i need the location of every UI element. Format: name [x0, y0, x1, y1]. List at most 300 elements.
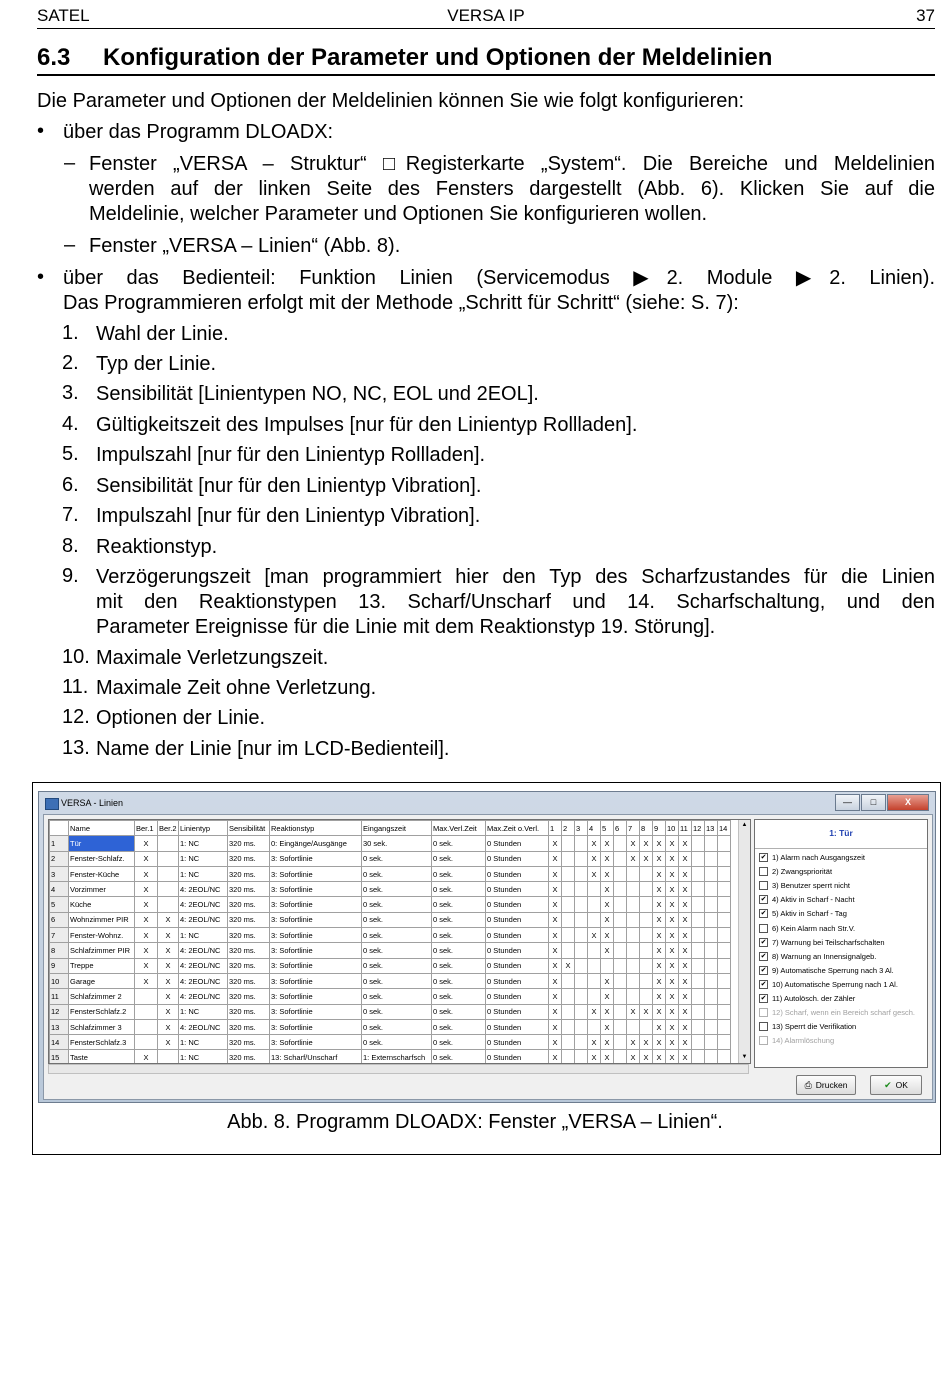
table-cell[interactable]: [588, 989, 601, 1004]
table-cell[interactable]: 0 sek.: [432, 943, 486, 958]
table-cell[interactable]: [614, 882, 627, 897]
table-cell[interactable]: X: [679, 912, 692, 927]
scroll-up-icon[interactable]: ▲: [741, 822, 748, 828]
line-name-cell[interactable]: Schlafzimmer PIR: [69, 943, 135, 958]
option-checkbox-row[interactable]: [759, 1022, 856, 1031]
checkbox[interactable]: ✔: [760, 854, 767, 861]
column-header[interactable]: 14: [718, 821, 731, 836]
table-cell[interactable]: X: [653, 958, 666, 973]
line-name-cell[interactable]: Tür: [69, 836, 135, 851]
table-cell[interactable]: X: [549, 973, 562, 988]
table-cell[interactable]: X: [549, 912, 562, 927]
table-cell[interactable]: X: [549, 882, 562, 897]
table-cell[interactable]: [627, 943, 640, 958]
table-cell[interactable]: 3: Sofortlinie: [270, 882, 362, 897]
table-cell[interactable]: X: [640, 1050, 653, 1064]
row-number[interactable]: 10: [50, 973, 69, 988]
table-cell[interactable]: X: [679, 1019, 692, 1034]
option-checkbox-row[interactable]: [759, 938, 885, 947]
table-cell[interactable]: X: [666, 897, 679, 912]
table-cell[interactable]: X: [135, 836, 158, 851]
table-cell[interactable]: [588, 958, 601, 973]
table-cell[interactable]: [692, 912, 705, 927]
line-name-cell[interactable]: Wohnzimmer PIR: [69, 912, 135, 927]
option-checkbox-row[interactable]: [759, 853, 865, 862]
table-cell[interactable]: [640, 973, 653, 988]
table-cell[interactable]: [575, 1019, 588, 1034]
table-cell[interactable]: [718, 866, 731, 881]
table-row[interactable]: [50, 928, 731, 943]
table-cell[interactable]: X: [666, 882, 679, 897]
table-cell[interactable]: 0 Stunden: [486, 943, 549, 958]
table-cell[interactable]: 320 ms.: [228, 1035, 270, 1050]
table-cell[interactable]: X: [653, 973, 666, 988]
table-cell[interactable]: X: [601, 866, 614, 881]
close-button[interactable]: X: [887, 794, 929, 811]
table-cell[interactable]: [692, 973, 705, 988]
row-number[interactable]: 2: [50, 851, 69, 866]
table-cell[interactable]: X: [135, 866, 158, 881]
table-cell[interactable]: [627, 882, 640, 897]
line-name-cell[interactable]: FensterSchlafz.2: [69, 1004, 135, 1019]
table-cell[interactable]: [640, 866, 653, 881]
table-cell[interactable]: 1: NC: [179, 1004, 228, 1019]
table-row[interactable]: [50, 1050, 731, 1064]
table-cell[interactable]: 0 sek.: [432, 897, 486, 912]
table-cell[interactable]: [705, 973, 718, 988]
table-cell[interactable]: 3: Sofortlinie: [270, 851, 362, 866]
table-cell[interactable]: 0 sek.: [362, 928, 432, 943]
table-cell[interactable]: [562, 1035, 575, 1050]
table-cell[interactable]: [718, 1019, 731, 1034]
table-cell[interactable]: [562, 928, 575, 943]
table-cell[interactable]: [705, 882, 718, 897]
table-cell[interactable]: [614, 836, 627, 851]
table-cell[interactable]: [692, 882, 705, 897]
table-cell[interactable]: [575, 882, 588, 897]
line-name-cell[interactable]: Vorzimmer: [69, 882, 135, 897]
table-cell[interactable]: X: [549, 1019, 562, 1034]
ok-button[interactable]: [870, 1075, 922, 1095]
table-cell[interactable]: 320 ms.: [228, 836, 270, 851]
table-cell[interactable]: X: [679, 973, 692, 988]
column-header[interactable]: Linientyp: [179, 821, 228, 836]
column-header[interactable]: 4: [588, 821, 601, 836]
table-cell[interactable]: X: [640, 1004, 653, 1019]
table-cell[interactable]: [718, 882, 731, 897]
scroll-down-icon[interactable]: ▼: [741, 1054, 748, 1060]
table-cell[interactable]: 3: Sofortlinie: [270, 897, 362, 912]
table-cell[interactable]: X: [549, 958, 562, 973]
lines-grid[interactable]: [48, 819, 751, 1064]
table-cell[interactable]: [575, 989, 588, 1004]
table-cell[interactable]: 0 sek.: [362, 989, 432, 1004]
table-cell[interactable]: 0 sek.: [432, 1004, 486, 1019]
table-cell[interactable]: [614, 973, 627, 988]
table-cell[interactable]: [627, 973, 640, 988]
line-name-cell[interactable]: Fenster-Schlafz.: [69, 851, 135, 866]
table-cell[interactable]: 0 sek.: [432, 866, 486, 881]
table-cell[interactable]: X: [549, 866, 562, 881]
table-cell[interactable]: [627, 912, 640, 927]
table-cell[interactable]: X: [666, 989, 679, 1004]
table-cell[interactable]: 0 sek.: [362, 882, 432, 897]
table-cell[interactable]: [718, 1004, 731, 1019]
table-cell[interactable]: X: [653, 882, 666, 897]
table-cell[interactable]: [705, 989, 718, 1004]
row-number[interactable]: 3: [50, 866, 69, 881]
table-cell[interactable]: X: [549, 897, 562, 912]
table-cell[interactable]: X: [679, 1050, 692, 1064]
table-cell[interactable]: X: [679, 989, 692, 1004]
table-cell[interactable]: X: [653, 1035, 666, 1050]
table-cell[interactable]: 0 Stunden: [486, 1004, 549, 1019]
table-cell[interactable]: X: [601, 1004, 614, 1019]
row-number[interactable]: 12: [50, 1004, 69, 1019]
table-cell[interactable]: X: [679, 943, 692, 958]
table-cell[interactable]: [640, 912, 653, 927]
table-cell[interactable]: [562, 882, 575, 897]
table-cell[interactable]: [614, 912, 627, 927]
table-cell[interactable]: 320 ms.: [228, 989, 270, 1004]
table-cell[interactable]: [158, 1050, 179, 1064]
table-cell[interactable]: [718, 989, 731, 1004]
table-cell[interactable]: 0 sek.: [432, 989, 486, 1004]
table-cell[interactable]: [692, 928, 705, 943]
table-cell[interactable]: [705, 1035, 718, 1050]
table-cell[interactable]: X: [679, 882, 692, 897]
table-cell[interactable]: 0 sek.: [432, 882, 486, 897]
row-number[interactable]: 1: [50, 836, 69, 851]
table-cell[interactable]: [614, 928, 627, 943]
table-cell[interactable]: [562, 1050, 575, 1064]
print-button[interactable]: [796, 1075, 856, 1095]
table-cell[interactable]: 320 ms.: [228, 866, 270, 881]
option-checkbox-row[interactable]: [759, 924, 855, 933]
table-cell[interactable]: [692, 1050, 705, 1064]
horizontal-scrollbar[interactable]: [48, 1064, 749, 1074]
table-cell[interactable]: 0 sek.: [432, 1035, 486, 1050]
table-cell[interactable]: X: [135, 943, 158, 958]
table-cell[interactable]: [627, 958, 640, 973]
table-cell[interactable]: 0 Stunden: [486, 851, 549, 866]
table-cell[interactable]: [627, 897, 640, 912]
table-cell[interactable]: X: [666, 836, 679, 851]
table-cell[interactable]: [562, 1004, 575, 1019]
table-cell[interactable]: X: [640, 1035, 653, 1050]
column-header[interactable]: 11: [679, 821, 692, 836]
table-cell[interactable]: [135, 1035, 158, 1050]
checkbox[interactable]: [759, 924, 768, 933]
table-cell[interactable]: [588, 897, 601, 912]
table-cell[interactable]: X: [601, 912, 614, 927]
table-cell[interactable]: X: [601, 1050, 614, 1064]
table-cell[interactable]: X: [562, 958, 575, 973]
table-cell[interactable]: [692, 989, 705, 1004]
table-cell[interactable]: 0 sek.: [432, 836, 486, 851]
table-cell[interactable]: X: [549, 836, 562, 851]
table-cell[interactable]: 3: Sofortlinie: [270, 912, 362, 927]
checkbox[interactable]: [759, 881, 768, 890]
table-cell[interactable]: [718, 897, 731, 912]
table-cell[interactable]: 1: NC: [179, 836, 228, 851]
table-cell[interactable]: X: [588, 1050, 601, 1064]
table-cell[interactable]: X: [158, 1035, 179, 1050]
line-name-cell[interactable]: Taste: [69, 1050, 135, 1064]
table-cell[interactable]: 0 Stunden: [486, 989, 549, 1004]
table-cell[interactable]: 4: 2EOL/NC: [179, 973, 228, 988]
column-header[interactable]: Sensibilität: [228, 821, 270, 836]
table-cell[interactable]: X: [158, 1004, 179, 1019]
table-cell[interactable]: 4: 2EOL/NC: [179, 897, 228, 912]
table-cell[interactable]: X: [653, 836, 666, 851]
checkbox[interactable]: ✔: [760, 995, 767, 1002]
table-cell[interactable]: [614, 851, 627, 866]
vertical-scrollbar[interactable]: [738, 820, 750, 1063]
table-cell[interactable]: X: [601, 1035, 614, 1050]
table-cell[interactable]: [627, 989, 640, 1004]
table-cell[interactable]: X: [601, 989, 614, 1004]
table-cell[interactable]: [614, 866, 627, 881]
option-checkbox-row[interactable]: [759, 895, 855, 904]
table-cell[interactable]: X: [135, 928, 158, 943]
table-cell[interactable]: X: [653, 1019, 666, 1034]
table-cell[interactable]: X: [653, 897, 666, 912]
row-number[interactable]: 7: [50, 928, 69, 943]
checkbox[interactable]: ✔: [760, 896, 767, 904]
table-cell[interactable]: [575, 973, 588, 988]
column-header[interactable]: 8: [640, 821, 653, 836]
table-cell[interactable]: X: [158, 989, 179, 1004]
table-cell[interactable]: [705, 897, 718, 912]
table-cell[interactable]: 320 ms.: [228, 882, 270, 897]
table-cell[interactable]: X: [549, 851, 562, 866]
table-cell[interactable]: [705, 912, 718, 927]
table-cell[interactable]: [692, 897, 705, 912]
line-name-cell[interactable]: FensterSchlafz.3: [69, 1035, 135, 1050]
table-cell[interactable]: X: [653, 1050, 666, 1064]
line-name-cell[interactable]: Schlafzimmer 3: [69, 1019, 135, 1034]
table-cell[interactable]: [575, 912, 588, 927]
table-cell[interactable]: [562, 851, 575, 866]
table-cell[interactable]: 320 ms.: [228, 958, 270, 973]
table-cell[interactable]: 0 Stunden: [486, 897, 549, 912]
table-cell[interactable]: X: [135, 897, 158, 912]
row-number[interactable]: 9: [50, 958, 69, 973]
table-cell[interactable]: [640, 958, 653, 973]
table-row[interactable]: [50, 836, 731, 851]
column-header[interactable]: Eingangszeit: [362, 821, 432, 836]
table-cell[interactable]: [705, 851, 718, 866]
table-cell[interactable]: 0 sek.: [362, 1004, 432, 1019]
table-cell[interactable]: [562, 973, 575, 988]
option-checkbox-row[interactable]: [759, 994, 855, 1003]
table-cell[interactable]: 3: Sofortlinie: [270, 928, 362, 943]
table-cell[interactable]: X: [679, 836, 692, 851]
table-cell[interactable]: [614, 897, 627, 912]
table-cell[interactable]: [575, 851, 588, 866]
table-cell[interactable]: X: [601, 928, 614, 943]
table-cell[interactable]: 0 Stunden: [486, 1019, 549, 1034]
table-cell[interactable]: X: [653, 912, 666, 927]
table-cell[interactable]: X: [601, 882, 614, 897]
table-cell[interactable]: [562, 836, 575, 851]
table-cell[interactable]: [562, 1019, 575, 1034]
table-cell[interactable]: [718, 958, 731, 973]
table-cell[interactable]: X: [666, 943, 679, 958]
table-cell[interactable]: [562, 897, 575, 912]
table-cell[interactable]: 320 ms.: [228, 973, 270, 988]
table-cell[interactable]: X: [588, 851, 601, 866]
table-cell[interactable]: X: [627, 1050, 640, 1064]
table-cell[interactable]: X: [666, 866, 679, 881]
table-cell[interactable]: [705, 866, 718, 881]
table-cell[interactable]: [575, 1035, 588, 1050]
table-cell[interactable]: 0 Stunden: [486, 912, 549, 927]
table-cell[interactable]: X: [135, 1050, 158, 1064]
table-cell[interactable]: X: [549, 989, 562, 1004]
table-cell[interactable]: X: [627, 1004, 640, 1019]
table-cell[interactable]: X: [549, 1004, 562, 1019]
table-cell[interactable]: X: [158, 973, 179, 988]
column-header[interactable]: Reaktionstyp: [270, 821, 362, 836]
table-cell[interactable]: [614, 1035, 627, 1050]
table-cell[interactable]: [627, 866, 640, 881]
table-cell[interactable]: 3: Sofortlinie: [270, 1035, 362, 1050]
table-cell[interactable]: [692, 943, 705, 958]
table-cell[interactable]: X: [601, 973, 614, 988]
table-cell[interactable]: 0 sek.: [362, 1019, 432, 1034]
table-cell[interactable]: X: [158, 928, 179, 943]
table-cell[interactable]: 0 sek.: [362, 958, 432, 973]
table-cell[interactable]: [692, 1035, 705, 1050]
table-cell[interactable]: X: [549, 1035, 562, 1050]
table-cell[interactable]: X: [653, 866, 666, 881]
table-cell[interactable]: X: [135, 973, 158, 988]
option-checkbox-row[interactable]: [759, 966, 894, 975]
table-cell[interactable]: [718, 973, 731, 988]
table-cell[interactable]: [627, 1019, 640, 1034]
maximize-button[interactable]: □: [861, 794, 886, 811]
table-cell[interactable]: [640, 989, 653, 1004]
table-cell[interactable]: [692, 958, 705, 973]
table-cell[interactable]: [588, 943, 601, 958]
checkbox[interactable]: ✔: [760, 910, 767, 918]
table-cell[interactable]: 3: Sofortlinie: [270, 973, 362, 988]
table-cell[interactable]: X: [679, 1035, 692, 1050]
table-cell[interactable]: [614, 1019, 627, 1034]
table-cell[interactable]: X: [135, 882, 158, 897]
table-cell[interactable]: 320 ms.: [228, 1004, 270, 1019]
table-cell[interactable]: 3: Sofortlinie: [270, 958, 362, 973]
table-cell[interactable]: 0 sek.: [362, 912, 432, 927]
table-cell[interactable]: 4: 2EOL/NC: [179, 958, 228, 973]
column-header[interactable]: 5: [601, 821, 614, 836]
table-cell[interactable]: 0 sek.: [432, 958, 486, 973]
table-cell[interactable]: 1: NC: [179, 1035, 228, 1050]
table-cell[interactable]: X: [666, 958, 679, 973]
minimize-button[interactable]: —: [835, 794, 860, 811]
table-cell[interactable]: X: [666, 912, 679, 927]
table-cell[interactable]: 0: Eingänge/Ausgänge: [270, 836, 362, 851]
table-cell[interactable]: X: [588, 836, 601, 851]
table-cell[interactable]: X: [679, 866, 692, 881]
table-cell[interactable]: X: [601, 897, 614, 912]
checkbox[interactable]: [759, 1022, 768, 1031]
table-cell[interactable]: [562, 943, 575, 958]
table-cell[interactable]: [718, 1050, 731, 1064]
table-row[interactable]: [50, 1019, 731, 1034]
column-header[interactable]: 6: [614, 821, 627, 836]
checkbox[interactable]: ✔: [760, 938, 767, 946]
table-cell[interactable]: 320 ms.: [228, 943, 270, 958]
table-cell[interactable]: X: [653, 928, 666, 943]
table-cell[interactable]: 320 ms.: [228, 851, 270, 866]
table-cell[interactable]: X: [666, 1050, 679, 1064]
table-cell[interactable]: X: [588, 928, 601, 943]
table-cell[interactable]: 0 sek.: [432, 851, 486, 866]
table-cell[interactable]: [575, 866, 588, 881]
table-cell[interactable]: X: [158, 912, 179, 927]
table-cell[interactable]: [562, 989, 575, 1004]
table-row[interactable]: [50, 1035, 731, 1050]
column-header[interactable]: Ber.1: [135, 821, 158, 836]
option-checkbox-row[interactable]: [759, 881, 850, 890]
column-header[interactable]: 12: [692, 821, 705, 836]
table-cell[interactable]: X: [158, 943, 179, 958]
table-cell[interactable]: 0 sek.: [362, 851, 432, 866]
table-cell[interactable]: [627, 928, 640, 943]
table-row[interactable]: [50, 851, 731, 866]
row-number[interactable]: 8: [50, 943, 69, 958]
checkbox[interactable]: ✔: [760, 952, 767, 960]
option-checkbox-row[interactable]: [759, 867, 832, 876]
table-row[interactable]: [50, 989, 731, 1004]
table-cell[interactable]: 3: Sofortlinie: [270, 866, 362, 881]
column-header[interactable]: 3: [575, 821, 588, 836]
table-cell[interactable]: X: [666, 973, 679, 988]
table-cell[interactable]: [575, 897, 588, 912]
table-cell[interactable]: 13: Scharf/Unscharf: [270, 1050, 362, 1064]
table-cell[interactable]: X: [158, 1019, 179, 1034]
table-cell[interactable]: X: [601, 851, 614, 866]
table-cell[interactable]: 0 Stunden: [486, 958, 549, 973]
table-cell[interactable]: 0 sek.: [432, 928, 486, 943]
table-cell[interactable]: 0 Stunden: [486, 928, 549, 943]
row-number[interactable]: 6: [50, 912, 69, 927]
table-cell[interactable]: [135, 1019, 158, 1034]
table-cell[interactable]: X: [653, 1004, 666, 1019]
column-header[interactable]: Max.Verl.Zeit: [432, 821, 486, 836]
table-cell[interactable]: X: [640, 836, 653, 851]
table-cell[interactable]: X: [640, 851, 653, 866]
table-cell[interactable]: [692, 866, 705, 881]
table-cell[interactable]: [718, 836, 731, 851]
table-cell[interactable]: [135, 1004, 158, 1019]
line-name-cell[interactable]: Garage: [69, 973, 135, 988]
column-header[interactable]: 9: [653, 821, 666, 836]
column-header[interactable]: 2: [562, 821, 575, 836]
table-cell[interactable]: [562, 866, 575, 881]
table-cell[interactable]: [718, 928, 731, 943]
table-cell[interactable]: 4: 2EOL/NC: [179, 943, 228, 958]
table-cell[interactable]: X: [666, 928, 679, 943]
table-cell[interactable]: 30 sek.: [362, 836, 432, 851]
table-cell[interactable]: [705, 928, 718, 943]
table-cell[interactable]: X: [135, 851, 158, 866]
table-cell[interactable]: 0 sek.: [362, 1035, 432, 1050]
table-cell[interactable]: 0 sek.: [362, 973, 432, 988]
